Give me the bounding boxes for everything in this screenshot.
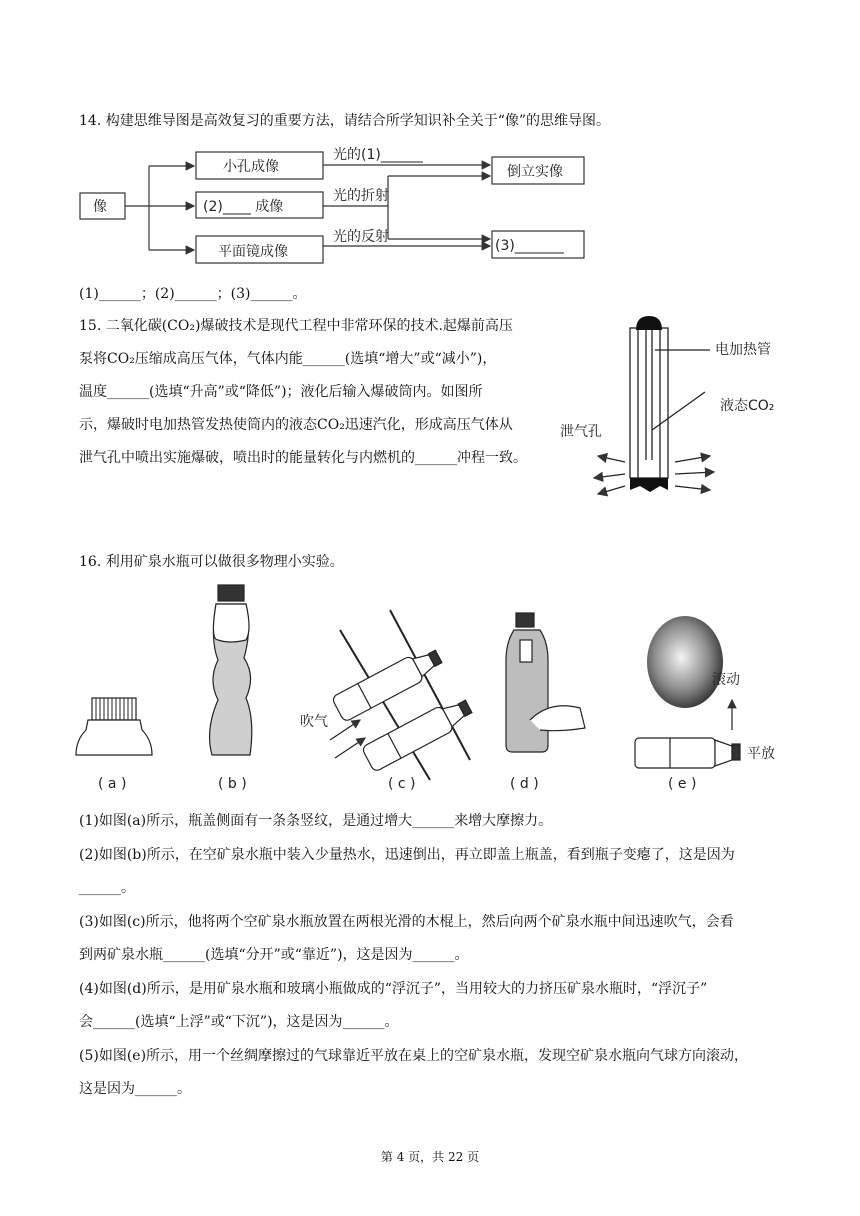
blow-label: 吹气 <box>300 714 328 730</box>
figure-e-balloon <box>647 616 723 708</box>
edge-reflection-label: 光的反射 <box>333 229 389 245</box>
edge-refraction-label: 光的折射 <box>333 188 389 204</box>
mind-map <box>0 0 860 300</box>
q16-p3a: (3)如图(c)所示，他将两个空矿泉水瓶放置在两根光滑的木棍上，然后向两个矿泉水瓶中间迅速吹气，会看 <box>79 914 734 930</box>
fig-c-label: ( c ) <box>388 776 416 792</box>
q14-title: 14. 构建思维导图是高效复习的重要方法，请结合所学知识补全关于“像”的思维导图。 <box>79 113 611 129</box>
figure-e-bottle <box>635 700 740 768</box>
fig-a-label: ( a ) <box>98 776 127 792</box>
figure-c-bottles <box>330 610 475 780</box>
q16-p1: (1)如图(a)所示，瓶盖侧面有一条条竖纹，是通过增大______来增大摩擦力。 <box>79 813 553 829</box>
q15-line5: 泄气孔中喷出实施爆破，喷出时的能量转化与内燃机的______冲程一致。 <box>79 450 527 466</box>
q15-line2: 泵将CO₂压缩成高压气体，气体内能______(选填“增大”或“减小”)， <box>79 351 497 367</box>
q16-p5b: 这是因为______。 <box>79 1081 191 1097</box>
mirror-label: 平面镜成像 <box>218 244 288 260</box>
q16-p2a: (2)如图(b)所示，在空矿泉水瓶中装入少量热水，迅速倒出，再立即盖上瓶盖，看到瓶子变瘪了，这是因为 <box>79 847 735 863</box>
page-footer: 第 4 页，共 22 页 <box>380 1150 480 1164</box>
liquid-co2-label: 液态CO₂ <box>720 398 775 414</box>
q16-p2b: ______。 <box>79 880 135 896</box>
figure-b-bottle <box>210 585 252 755</box>
bottle-experiments-figure <box>60 580 800 800</box>
q14-answer-line: (1)______；(2)______；(3)______。 <box>79 286 307 302</box>
vent-label: 泄气孔 <box>560 424 602 440</box>
q16-p4b: 会______(选填“上浮”或“下沉”)，这是因为______。 <box>79 1014 399 1030</box>
fig-b-label: ( b ) <box>218 776 247 792</box>
blasting-tube-figure <box>560 310 800 500</box>
q15-line1: 15. 二氧化碳(CO₂)爆破技术是现代工程中非常环保的技术.起爆前高压 <box>79 318 513 334</box>
blank3-label: (3)_______ <box>495 238 564 254</box>
q15-line3: 温度______(选填“升高”或“降低”)；液化后输入爆破筒内。如图所 <box>79 384 483 400</box>
q16-p5a: (5)如图(e)所示，用一个丝绸摩擦过的气球靠近平放在桌上的空矿泉水瓶，发现空矿泉水瓶向气球方向滚动， <box>79 1048 749 1064</box>
q15-line4: 示，爆破时电加热管发热使筒内的液态CO₂迅速汽化，形成高压气体从 <box>79 417 513 433</box>
q16-p4a: (4)如图(d)所示，是用矿泉水瓶和玻璃小瓶做成的“浮沉子”，当用较大的力挤压矿泉水瓶时，“浮沉子” <box>79 981 708 997</box>
figure-d-diver <box>506 613 585 752</box>
root-label: 像 <box>93 199 107 215</box>
heater-label: 电加热管 <box>715 342 771 358</box>
q16-title: 16. 利用矿泉水瓶可以做很多物理小实验。 <box>79 554 344 570</box>
figure-a-cap <box>76 698 152 755</box>
q16-p3b: 到两矿泉水瓶______(选填“分开”或“靠近”)，这是因为______。 <box>79 947 469 963</box>
inverted-label: 倒立实像 <box>507 164 563 180</box>
pinhole-label: 小孔成像 <box>223 159 279 175</box>
roll-label: 滚动 <box>712 672 740 688</box>
blank2-label: (2)____ 成像 <box>203 199 284 215</box>
edge-light1-label: 光的(1)______ <box>333 147 423 163</box>
fig-d-label: ( d ) <box>510 776 539 792</box>
flat-label: 平放 <box>747 746 775 762</box>
fig-e-label: ( e ) <box>668 776 697 792</box>
